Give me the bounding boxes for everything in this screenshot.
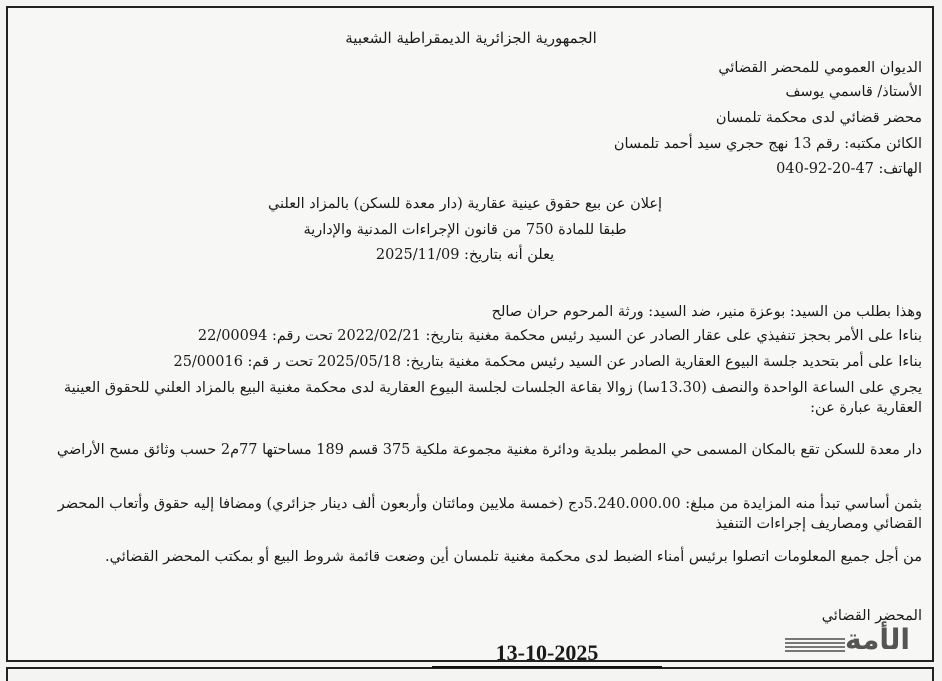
parties-line: وهذا بطلب من السيد: بوعزة منير، ضد السيد: ورثة المرحوم حران صالح [491, 304, 922, 320]
court-line: محضر قضائي لدى محكمة تلمسان [715, 110, 922, 126]
session-order: بناءا على أمر بتحديد جلسة البيوع العقارية الصادر عن السيد رئيس محكمة مغنية بتاريخ: 2025/05/18 تحت ر قم: 25/00016 [173, 354, 922, 370]
signer-title: المحضر القضائي [821, 608, 922, 624]
bailiff-name: الأستاذ/ قاسمي يوسف [785, 84, 922, 100]
republic-header: الجمهورية الجزائرية الديمقراطية الشعبية [345, 29, 597, 47]
price-paragraph: بثمن أساسي تبدأ منه المزايدة من مبلغ: 5.240.000.00دج (خمسة ملايين ومائتان وأربعون ألف دينار جزائري) ومضافا إليه حقوق وأتعاب المحضر القضائي ومصاريف إجراءات التنفيذ [57, 496, 922, 532]
info-paragraph: من أجل جميع المعلومات اتصلوا برئيس أمناء الضبط لدى محكمة مغنية تلمسان أين وضعت قائمة شروط البيع أو بمكتب المحضر القضائي. [105, 549, 922, 565]
property-paragraph: دار معدة للسكن تقع بالمكان المسمى حي المطمر ببلدية ودائرة مغنية مجموعة ملكية 375 قسم 189 مساحتها 77م2 حسب وثائق مسح الأراضي [56, 442, 922, 458]
legal-basis: طبقا للمادة 750 من قانون الإجراءات المدنية والإدارية [303, 222, 627, 238]
next-ad-frame [6, 667, 934, 681]
announcement-date: يعلن أنه بتاريخ: 2025/11/09 [375, 247, 555, 263]
announcement-title: إعلان عن بيع حقوق عينية عقارية (دار معدة للسكن) بالمزاد العلني [267, 196, 663, 212]
seizure-order: بناءا على الأمر بحجز تنفيذي على عقار الصادر عن السيد رئيس محكمة مغنية بتاريخ: 2022/02/21 تحت رقم: 22/00094 [197, 328, 922, 344]
office-name: الديوان العمومي للمحضر القضائي [718, 60, 922, 76]
publication-date: 13-10-2025 [432, 640, 662, 668]
office-address: الكائن مكتبه: رقم 13 نهج حجري سيد أحمد تلمسان [613, 136, 922, 152]
newspaper-logo [785, 622, 910, 660]
logo-stripes [785, 636, 845, 652]
session-paragraph: يجري على الساعة الواحدة والنصف (13.30سا) زوالا بقاعة الجلسات لجلسة البيوع العقارية لدى محكمة مغنية البيع بالمزاد العلني للحقوق العينية العقارية عبارة عن: [63, 380, 922, 416]
office-phone: الهاتف: 47-20-92-040 [776, 161, 922, 177]
logo-text: الأمة [845, 623, 910, 656]
